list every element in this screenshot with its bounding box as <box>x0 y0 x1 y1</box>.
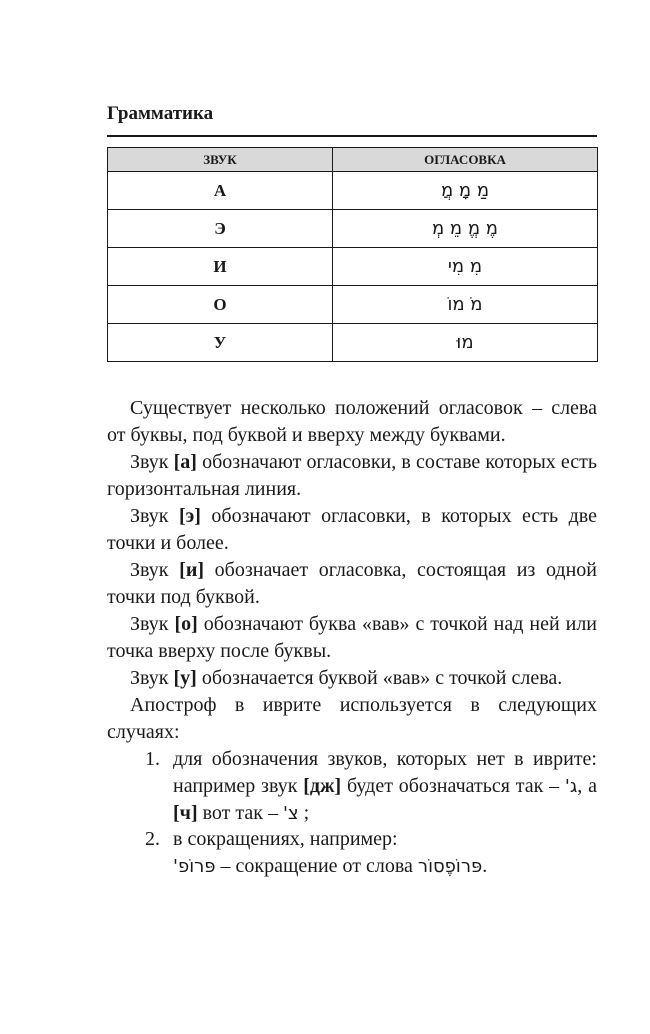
text-run: обозначают огласовки, в составе которых есть горизонтальная линия. <box>107 451 598 500</box>
sound-mark: [и] <box>179 559 204 581</box>
text-run: будет обозначаться так – <box>341 775 565 797</box>
text-run: ; <box>298 802 310 824</box>
text-run: – сокращение от слова <box>215 855 418 877</box>
sound-cell: О <box>108 286 333 324</box>
sound-cell: Э <box>108 210 333 248</box>
sound-mark: [о] <box>174 613 198 635</box>
niqqud-cell: מוּ <box>333 324 598 362</box>
text-run: обозначают буква «вав» с точкой над ней или точка вверху после буквы. <box>107 613 597 662</box>
table-row <box>108 248 598 286</box>
paragraph-sound-i <box>107 557 597 611</box>
list-item <box>145 826 597 880</box>
text-run: обозначают огласовки, в которых есть две точки и более. <box>107 505 598 554</box>
list-item-text <box>173 826 597 880</box>
paragraph-sound-e <box>107 503 597 557</box>
sound-mark: [а] <box>173 451 197 473</box>
hebrew-word: פּרוֹפ' <box>173 856 216 877</box>
paragraph-sound-o <box>107 611 597 665</box>
niqqud-cell: מַ מָ מֲ <box>333 172 598 210</box>
paragraph-positions: Существует несколько положений огласовок – слева от буквы, под буквой и вверху между буквами. <box>107 397 597 446</box>
table-header-row <box>108 148 598 172</box>
text-run: Звук <box>130 613 175 635</box>
sound-cell: И <box>108 248 333 286</box>
hebrew-word: פּרוֹפֶסוֹר <box>417 856 483 877</box>
list-item <box>145 746 597 827</box>
sound-mark: [ч] <box>173 802 198 824</box>
text-run: , а <box>577 775 597 797</box>
sound-mark: [у] <box>173 667 197 689</box>
paragraph-apostrophe: Апостроф в иврите используется в следующих случаях: <box>107 694 597 743</box>
table-row <box>108 172 598 210</box>
text-run: Звук <box>130 559 180 581</box>
apostrophe-cases-list <box>107 746 597 880</box>
table-row <box>108 210 598 248</box>
niqqud-cell: מִ מִי <box>333 248 598 286</box>
vowel-table <box>107 147 598 362</box>
paragraph-sound-a <box>107 449 597 503</box>
sound-cell: У <box>108 324 333 362</box>
text-run: Звук <box>130 451 174 473</box>
text-run: Звук <box>130 505 179 527</box>
table-row <box>108 324 598 362</box>
hebrew-word: צ' <box>282 803 299 824</box>
text-run: для обозначения звуков, которых нет в иврите: например звук <box>173 748 597 797</box>
niqqud-cell: מֹ מוֹ <box>333 286 598 324</box>
page-header-title: Грамматика <box>107 103 214 124</box>
list-item-text <box>173 746 597 827</box>
sound-mark: [дж] <box>303 775 342 797</box>
text-run: вот так – <box>197 802 283 824</box>
niqqud-cell: מֶ מֱ מֵ מְ <box>333 210 598 248</box>
column-header-sound: ЗВУК <box>108 148 333 172</box>
list-item-number: 2. <box>145 828 160 850</box>
paragraph-sound-u <box>107 665 597 692</box>
header-rule <box>107 135 597 137</box>
text-run: . <box>482 855 488 877</box>
sound-cell: А <box>108 172 333 210</box>
body-text <box>107 395 597 879</box>
text-run: в сокращениях, например: <box>173 828 398 850</box>
text-run: Звук <box>130 667 174 689</box>
sound-mark: [э] <box>178 505 201 527</box>
hebrew-word: ג' <box>564 776 578 797</box>
text-run: обозначается буквой «вав» с точкой слева. <box>196 667 563 689</box>
table-row <box>108 286 598 324</box>
list-item-number: 1. <box>145 748 160 770</box>
text-run: обозначает огласовка, состоящая из одной точки под буквой. <box>107 559 597 608</box>
column-header-niqqud: ОГЛАСОВКА <box>333 148 598 172</box>
